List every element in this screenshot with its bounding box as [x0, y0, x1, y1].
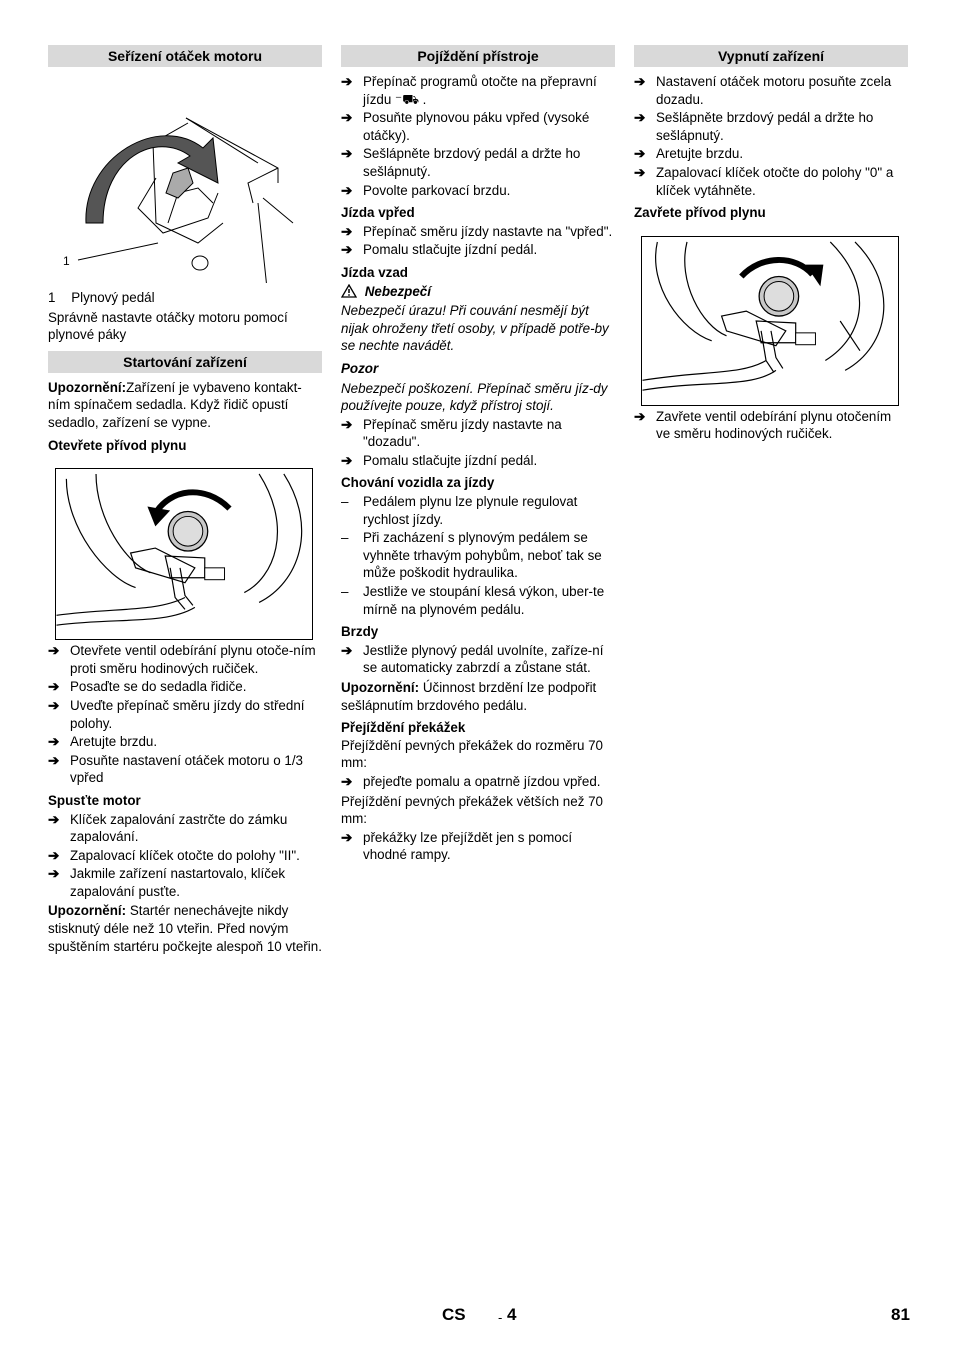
note-text: Startér nenechávejte nikdy stisknutý déle než 10 vteřin. Před novým spuštěním startéru počkejte alespoň 10 vteřin. — [48, 903, 322, 954]
list-item: ➔ Přepínač směru jízdy nastavte na "dozadu". — [341, 416, 562, 450]
driving-behaviour-list — [341, 493, 615, 618]
subheading-forward: Jízda vpřed — [341, 205, 415, 221]
obstacles-small-text: Přejíždění pevných překážek do rozměru 70 mm: — [341, 737, 604, 771]
subheading-close-gas: Zavřete přívod plynu — [634, 205, 766, 221]
arrow-right-icon: ➔ — [48, 643, 60, 659]
driving-steps — [341, 73, 615, 199]
arrow-right-icon: ➔ — [48, 697, 60, 713]
list-item: ➔ Sešlápněte brzdový pedál a držte ho sešlápnutý. — [341, 146, 581, 179]
list-item: – Pedálem plynu lze plynule regulovat rychlost jízdy. — [341, 494, 578, 527]
close-gas-steps — [634, 408, 908, 443]
warning-triangle-icon — [341, 284, 357, 298]
reverse-steps — [341, 416, 615, 470]
arrow-right-icon: ➔ — [48, 811, 60, 827]
arrow-right-icon: ➔ — [634, 110, 646, 126]
legend-number: 1 — [48, 290, 56, 305]
figure-legend — [48, 289, 322, 307]
arrow-right-icon: ➔ — [341, 829, 353, 845]
list-item: ➔ Jestliže plynový pedál uvolníte, zaříze-ní se automaticky zabrzdí a zůstane stát. — [341, 642, 604, 676]
list-item: ➔ Posuňte nastavení otáček motoru o 1/3 vpřed — [48, 752, 303, 786]
arrow-right-icon: ➔ — [341, 773, 353, 789]
legend-text: Plynový pedál — [71, 290, 155, 305]
brakes-steps — [341, 642, 615, 677]
column-2 — [341, 45, 615, 864]
heading-driving: Pojíždění přístroje — [341, 45, 615, 67]
list-item: ➔ Uveďte přepínač směru jízdy do střední polohy. — [48, 697, 305, 731]
arrow-right-icon: ➔ — [634, 146, 646, 162]
list-item: ➔ Posuňte plynovou páku vpřed (vysoké otáčky). — [341, 110, 590, 143]
arrow-right-icon: ➔ — [634, 164, 646, 180]
heading-start-machine: Startování zařízení — [48, 351, 322, 373]
figure-callout-1: 1 — [63, 254, 70, 268]
list-item: – Při zacházení s plynovým pedálem se vyhněte trhavým pohybům, neboť tak se může poškodit hydraulika. — [341, 530, 602, 581]
list-item: ➔ Zavřete ventil odebírání plynu otočením ve směru hodinových ručiček. — [634, 408, 892, 442]
note-label: Upozornění: — [341, 680, 420, 695]
list-item: ➔ Pomalu stlačujte jízdní pedál. — [341, 242, 538, 258]
note-brakes — [341, 679, 615, 714]
arrow-right-icon: ➔ — [634, 408, 646, 424]
heading-engine-speed: Seřízení otáček motoru — [48, 45, 322, 67]
caution-text: Nebezpečí poškození. Přepínač směru jíz-dy používejte pouze, když přístroj stojí. — [341, 380, 608, 414]
throttle-pedal-figure — [48, 73, 322, 283]
danger-label: Nebezpečí — [364, 283, 431, 299]
engine-speed-text: Správně nastavte otáčky motoru pomocí plynové páky — [48, 309, 288, 343]
arrow-right-icon: ➔ — [341, 242, 353, 258]
list-item: ➔ Otevřete ventil odebírání plynu otoče-ním proti směru hodinových ručiček. — [48, 643, 316, 676]
arrow-right-icon: ➔ — [634, 74, 646, 89]
subheading-open-gas: Otevřete přívod plynu — [48, 437, 187, 453]
subheading-obstacles: Přejíždění překážek — [341, 720, 466, 736]
subheading-start-engine: Spusťte motor — [48, 792, 141, 808]
page-number: 81 — [891, 1305, 910, 1324]
list-item: ➔ Posaďte se do sedadla řidiče. — [48, 679, 247, 695]
list-item: ➔ Klíček zapalování zastrčte do zámku zapalování. — [48, 811, 288, 845]
arrow-right-icon: ➔ — [341, 642, 353, 658]
list-item: ➔ Zapalovací klíček otočte do polohy "II". — [48, 847, 300, 863]
list-item: ➔ Aretujte brzdu. — [48, 734, 158, 750]
note-text: Účinnost brzdění lze podpořit sešlápnutím brzdového pedálu. — [341, 680, 597, 713]
list-item: ➔ Přepínač směru jízdy nastavte na "vpřed". — [341, 223, 613, 239]
danger-label-row — [341, 283, 615, 301]
list-item: ➔ Aretujte brzdu. — [634, 146, 744, 162]
arrow-right-icon: ➔ — [341, 110, 353, 126]
note-label: Upozornění: — [48, 903, 127, 919]
note-seat-switch — [48, 379, 322, 432]
switch-off-steps — [634, 73, 908, 199]
arrow-right-icon: ➔ — [341, 416, 353, 432]
heading-switch-off: Vypnutí zařízení — [634, 45, 908, 67]
arrow-right-icon: ➔ — [341, 452, 353, 468]
list-item: ➔ překážky lze přejíždět jen s pomocí vhodné rampy. — [341, 829, 573, 863]
obstacles-large-text: Přejíždění pevných překážek větších než 70 mm: — [341, 793, 604, 827]
list-item: ➔ Jakmile zařízení nastartovalo, klíček zapalování pusťte. — [48, 866, 286, 899]
footer-separator: - — [498, 1310, 503, 1325]
subheading-reverse: Jízda vzad — [341, 264, 408, 280]
start-engine-steps — [48, 811, 322, 901]
arrow-right-icon: ➔ — [48, 734, 60, 750]
caution-label: Pozor — [341, 360, 379, 376]
list-item: ➔ Pomalu stlačujte jízdní pedál. — [341, 452, 538, 468]
arrow-right-icon: ➔ — [48, 679, 60, 695]
arrow-right-icon: ➔ — [341, 146, 353, 162]
gas-valve-open-figure — [55, 468, 313, 640]
column-3 — [634, 45, 908, 443]
list-item: ➔ Přepínač programů otočte na přepravní jízdu ⁻⛟ . — [341, 74, 597, 107]
arrow-right-icon: ➔ — [341, 182, 353, 198]
list-item: ➔ Zapalovací klíček otočte do polohy "0" a klíček vytáhněte. — [634, 164, 894, 198]
list-item: – Jestliže ve stoupání klesá výkon, uber-te mírně na plynovém pedálu. — [341, 584, 605, 617]
note-text: Zařízení je vybaveno kontakt-ním spínačem sedadla. Když řidič opustí sedadlo, zařízení se vypne. — [48, 379, 302, 430]
list-item: ➔ Sešlápněte brzdový pedál a držte ho sešlápnutý. — [634, 110, 874, 143]
list-item: ➔ Nastavení otáček motoru posuňte zcela dozadu. — [634, 74, 892, 107]
forward-steps — [341, 223, 615, 259]
arrow-right-icon: ➔ — [48, 847, 60, 863]
note-label: Upozornění: — [48, 379, 127, 395]
arrow-right-icon: ➔ — [48, 752, 60, 768]
arrow-right-icon: ➔ — [341, 223, 353, 239]
subheading-driving-behaviour: Chování vozidla za jízdy — [341, 475, 495, 491]
list-item: ➔ Povolte parkovací brzdu. — [341, 182, 511, 198]
arrow-right-icon: ➔ — [48, 866, 60, 882]
dash-bullet: – — [341, 584, 349, 600]
subheading-brakes: Brzdy — [341, 624, 379, 640]
arrow-right-icon: ➔ — [341, 74, 353, 89]
danger-text: Nebezpečí úrazu! Při couvání nesmějí být nijak ohroženy třetí osoby, v případě potře-by se nechte navádět. — [341, 303, 609, 354]
footer-language: CS — [442, 1305, 466, 1324]
note-starter — [48, 902, 322, 955]
list-item: ➔ přejeďte pomalu a opatrně jízdou vpřed. — [341, 773, 601, 789]
column-1 — [48, 45, 322, 955]
gas-valve-close-figure — [641, 236, 899, 406]
dash-bullet: – — [341, 530, 349, 546]
dash-bullet: – — [341, 494, 349, 510]
footer-section: 4 — [507, 1305, 517, 1324]
open-gas-steps — [48, 642, 322, 787]
